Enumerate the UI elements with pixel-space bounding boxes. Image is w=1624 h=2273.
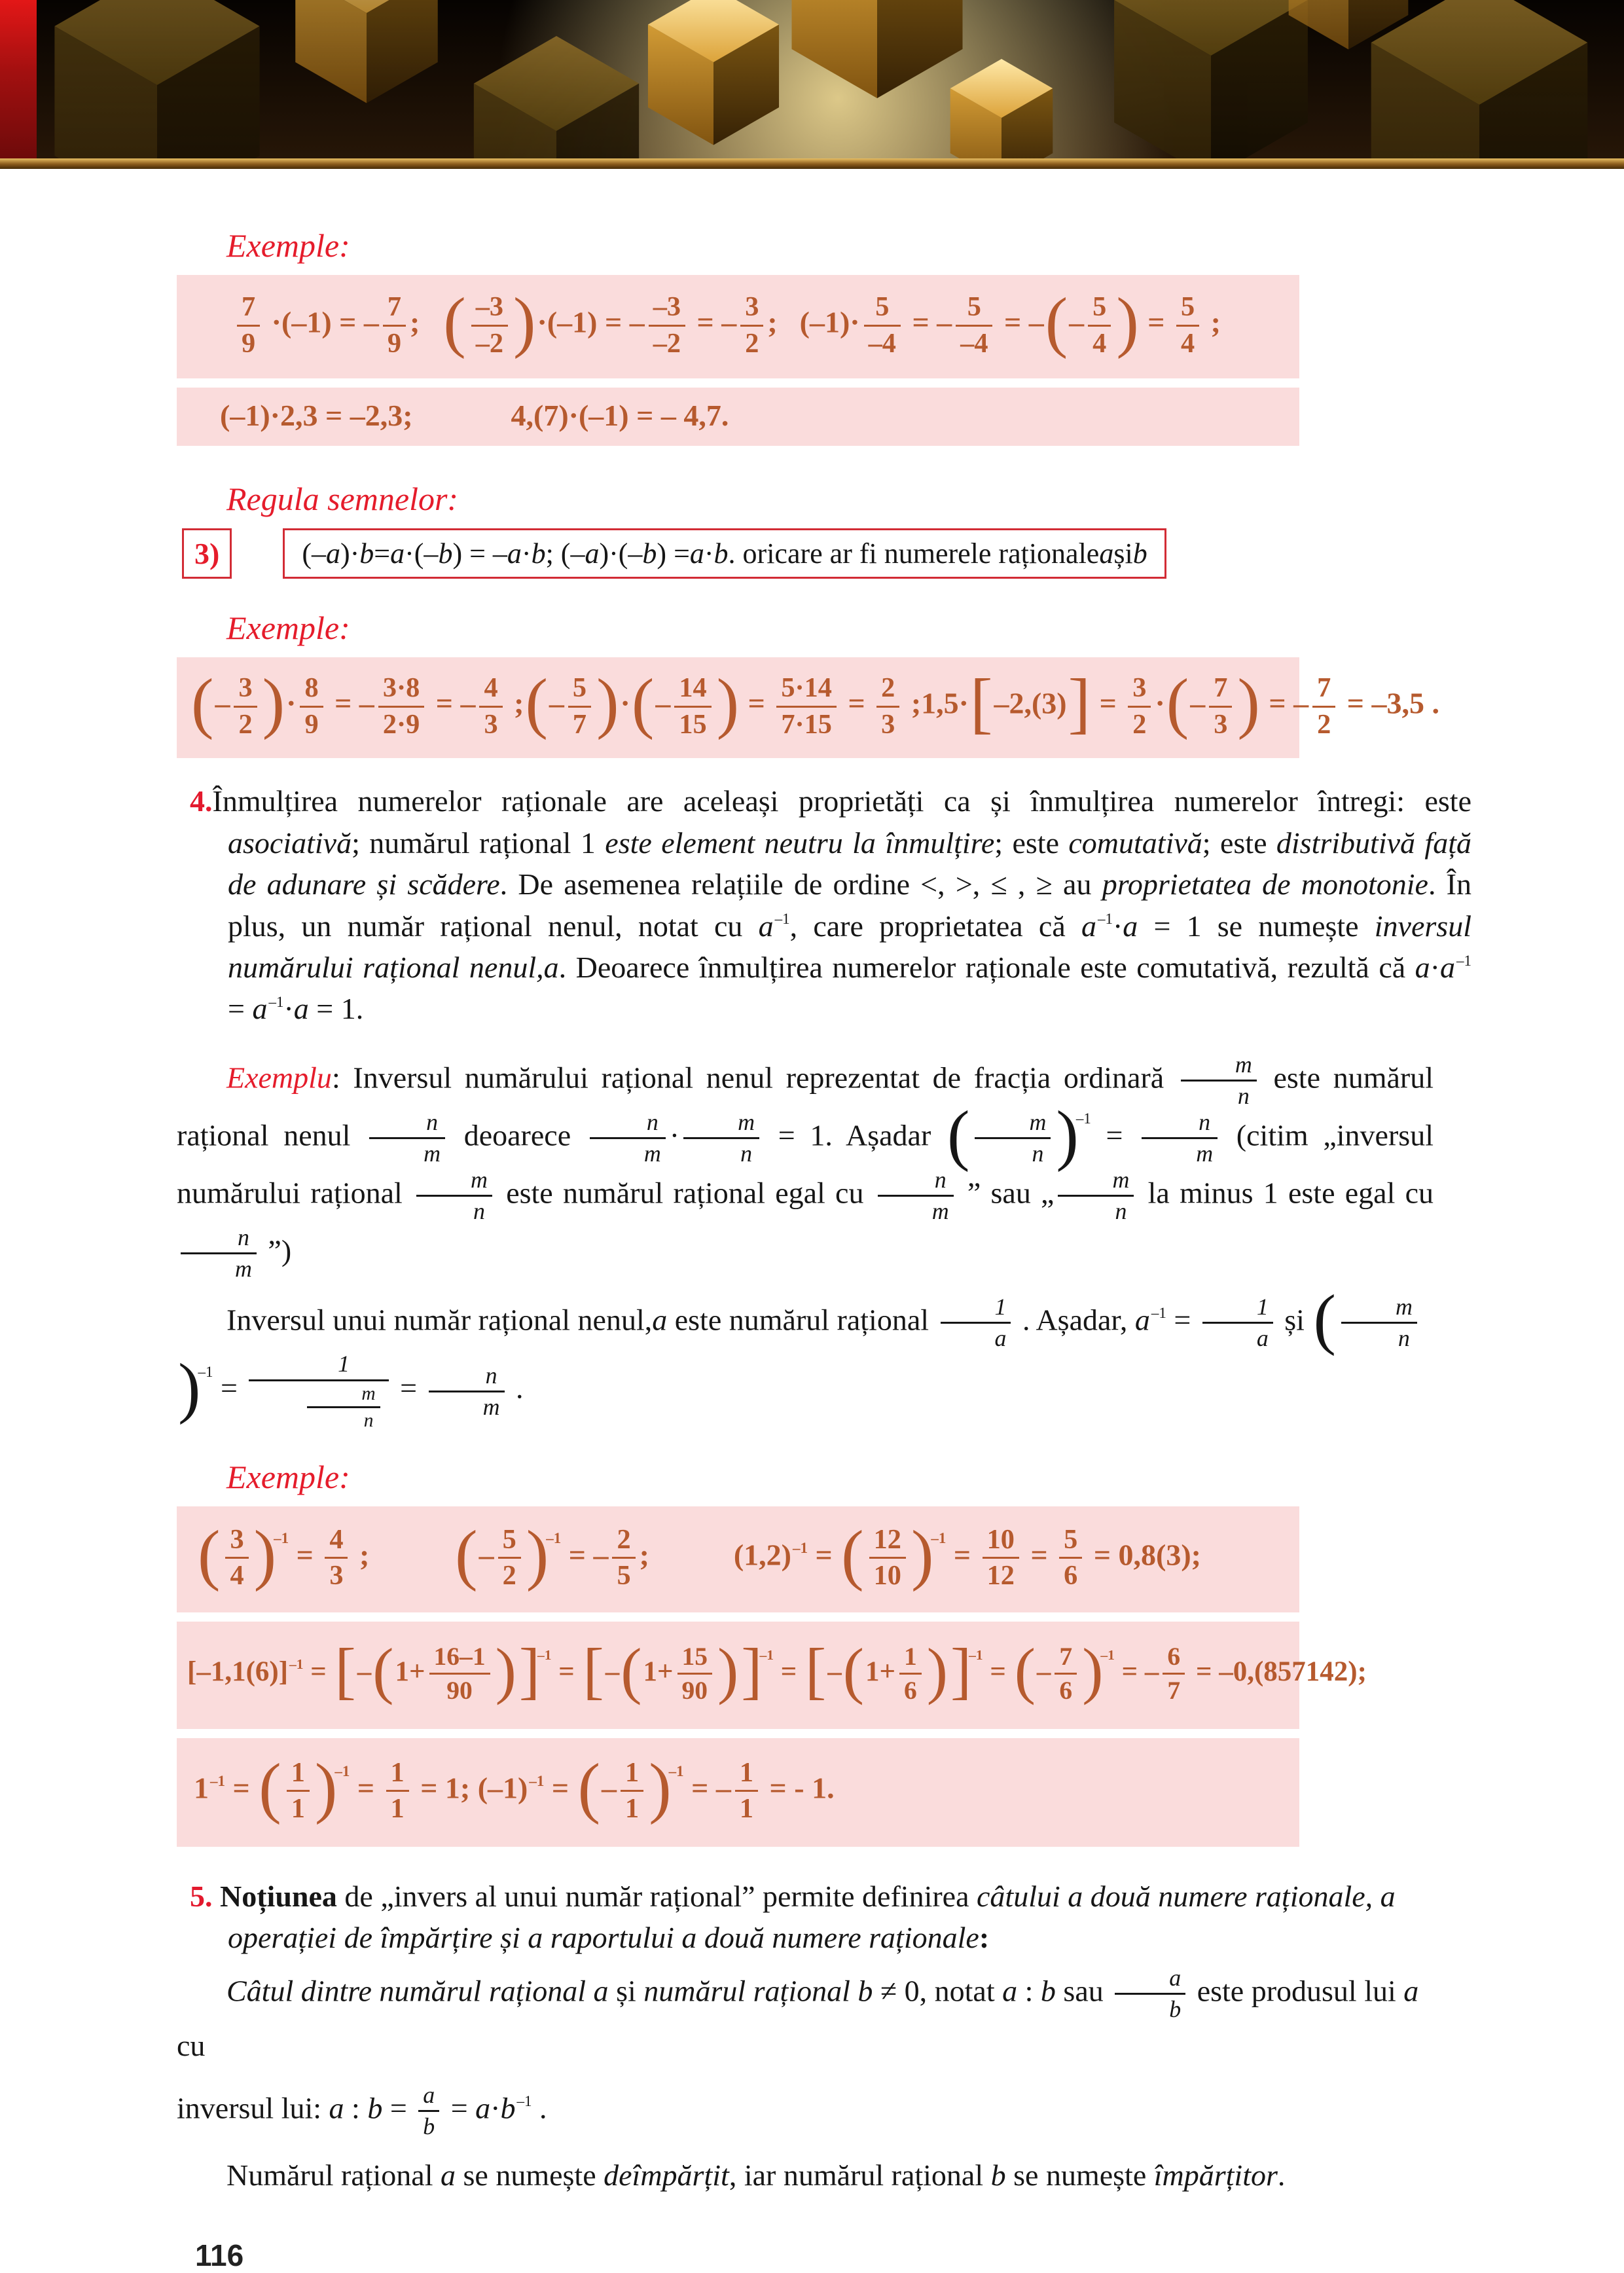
equation: (–1)·2,3 = –2,3;: [220, 399, 413, 433]
example-row: [177, 1738, 1299, 1847]
example-row: [177, 1506, 1299, 1612]
equation: $(1,2)^{-1}$ = ( $\frac{12}{10}$ )$^{-1}$ = $\frac{10}{12}$ = $\frac{5}{6}$ = 0,8(3);: [733, 1517, 1201, 1592]
rule-text: (– a )· b = a ·(– b ) = – a · b ; (– a )·(– b ) = a · b . oricare ar fi numerele raționale a și b: [283, 528, 1166, 579]
example-row: [177, 657, 1439, 758]
example-row: [177, 275, 1299, 378]
inversul-lui-line: inversul lui: a : b = $\frac{a}{b}$ = $a\cdot b^{-1}$ .: [177, 2081, 547, 2140]
item-number: 4.: [190, 784, 213, 818]
golden-cubes-image: [0, 0, 1624, 158]
equation: ( $\frac{-3}{-2}$ )·(–1) = – $\frac{-3}{-2}$ = – $\frac{3}{2}$ ;: [443, 284, 778, 359]
example-box-3: [177, 657, 1439, 758]
catul-line: Câtul dintre numărul rațional a și numărul rațional b ≠ 0, notat a : b sau $\frac{a}{b}$ este produsul lui a cu: [177, 1964, 1419, 2062]
exemple-heading-1: Exemple:: [226, 227, 350, 264]
example-box-6: [177, 1738, 1299, 1847]
final-line: Numărul rațional a se numește deîmpărțit, iar numărul rațional b se numește împărțitor.: [226, 2158, 1286, 2192]
equation: (– $\frac{3}{2}$ )· $\frac{8}{9}$ = – $\frac{3\cdot 8}{2\cdot 9}$ = – $\frac{4}{3}$ ;: [191, 665, 524, 740]
equation: (–1)· $\frac{5}{-4}$ = – $\frac{5}{-4}$ = –(– $\frac{5}{4}$ ) = $\frac{5}{4}$ ;: [799, 284, 1221, 359]
example-box-2: [177, 388, 1299, 446]
paragraph-4: [190, 780, 1471, 1030]
example-box-4: [177, 1506, 1299, 1612]
page-number: 116: [195, 2238, 244, 2273]
exemple-heading-2: Exemple:: [226, 609, 350, 647]
item-number: 5.: [190, 1879, 213, 1913]
equation: $1^{-1}$ = ( $\frac{1}{1}$ )$^{-1}$ = $\frac{1}{1}$ = 1; $(-1)^{-1}$ = (– $\frac{1}{1}$ )$^{-1}$ = – $\frac{1}{1}$ = - 1.: [194, 1750, 835, 1825]
exemple-heading-3: Exemple:: [226, 1458, 350, 1495]
inversul-line: Inversul unui număr rațional nenul,a este numărul rațional $\frac{1}{a}$ . Așadar, $a^{-1}$ = $\frac{1}{a}$ și ( $\frac{m}{n}$ )$^{-1}$ = $\frac{1}{\frac{m}{n}}$ = $\frac{n}{m}$ .: [177, 1294, 1434, 1432]
rule-3: [182, 528, 1434, 579]
example-box-5: [177, 1622, 1367, 1729]
header-gold-bar: [0, 158, 1624, 169]
equation: 1,5·[–2,(3)] = $\frac{3}{2}$ ·(– $\frac{7}{3}$ ) = – $\frac{7}{2}$ = –3,5 .: [921, 665, 1439, 740]
equation: (– $\frac{5}{2}$ )$^{-1}$ = – $\frac{2}{5}$ ;: [455, 1517, 649, 1592]
header-artwork: [0, 0, 1624, 158]
rule-number: 3): [182, 528, 232, 579]
equation: $\frac{7}{9}$ ·(–1) = – $\frac{7}{9}$ ;: [233, 292, 420, 359]
example-row: [177, 1622, 1367, 1729]
equation: ( $\frac{3}{4}$ )$^{-1}$ = $\frac{4}{3}$ ;: [198, 1517, 370, 1592]
paragraph-5: [190, 1876, 1471, 1959]
equation: 4,(7)·(–1) = – 4,7.: [511, 399, 729, 433]
example-box-1: [177, 275, 1299, 378]
page-content: [0, 169, 1624, 2273]
equation: $[-1,1(6)]^{-1} = [-(1+$ $\frac{16-1}{90}$ )]$^{-1}$ = [–(1+ $\frac{15}{90}$ )]$^{-1}$ = [–(1+ $\frac{1}{6}$ )]$^{-1}$ = (– $\frac{7}{6}$ )$^{-1}$ = – $\frac{6}{7}$ = –0,(857142);: [187, 1635, 1367, 1705]
regula-heading: Regula semnelor:: [226, 481, 459, 518]
example-row: [177, 388, 1299, 446]
equation: (– $\frac{5}{7}$ )·(– $\frac{14}{15}$ ) = $\frac{5\cdot 14}{7\cdot 15}$ = $\frac{2}{3}$ ;: [525, 665, 922, 740]
paragraph-5-text: Noțiunea de „invers al unui număr rațional” permite definirea câtului a două numere raționale, a operației de împărțire și a raportului a două numere raționale:: [220, 1879, 1396, 1955]
spine-red-strip: [0, 0, 37, 158]
paragraph-4-text: Înmulțirea numerelor raționale are aceleași proprietăți ca și înmulțirea numerelor întregi: este asociativă; numărul rațional 1 este element neutru la înmulțire; este comutativă; este distributivă față de adunare și scădere. De asemenea relațiile de ordine <, >, ≤ , ≥ au proprietatea de monotonie. În plus, un număr rațional nenul, notat cu $a^{-1}$, care proprietatea că $a^{-1}\cdot a = 1$ se numește inversul numărului rațional nenul,a. Deoarece înmulțirea numerelor raționale este comutativă, rezultă că $a\cdot a^{-1} = a^{-1}\cdot a = 1$.: [212, 784, 1472, 1026]
exemplu-paragraph: Exemplu: Inversul numărului rațional nenul reprezentat de fracția ordinară $\frac{m}{n}$ este numărul rațional nenul $\frac{n}{m}$ deoarece $\frac{n}{m}$ · $\frac{m}{n}$ = 1. Așadar ( $\frac{m}{n}$ )$^{-1}$ = $\frac{n}{m}$ (citim „inversul numărului rațional $\frac{m}{n}$ este numărul rațional egal cu $\frac{n}{m}$ ” sau „ $\frac{m}{n}$ la minus 1 este egal cu $\frac{n}{m}$ ”): [177, 1051, 1434, 1282]
